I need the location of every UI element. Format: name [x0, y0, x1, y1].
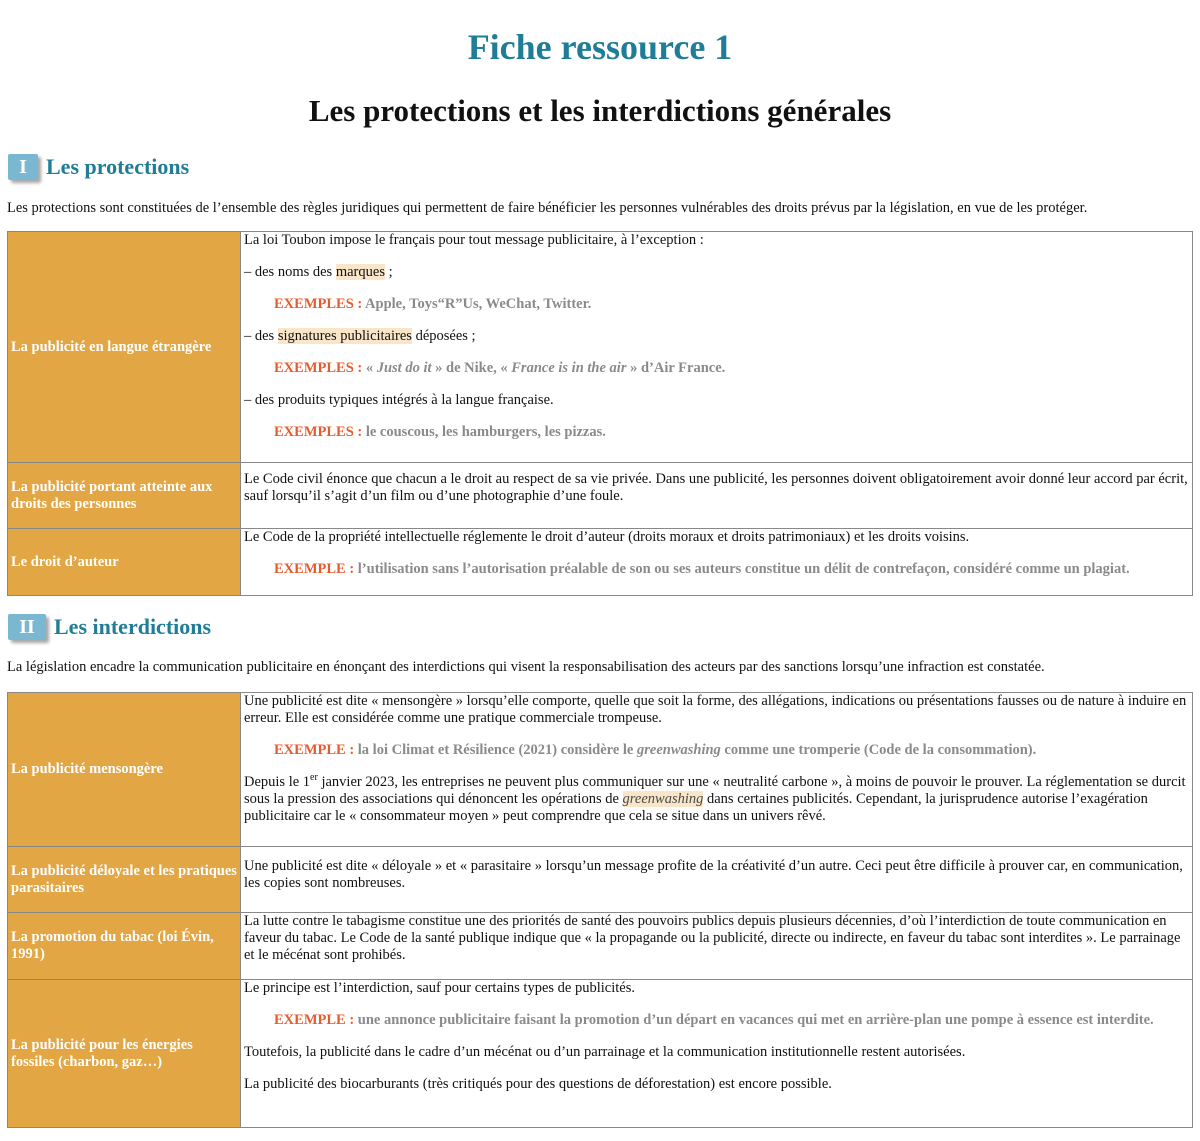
section-heading-interdictions [8, 614, 211, 640]
protections-table [7, 231, 1193, 596]
paragraph: Le principe est l’interdiction, sauf pour certains types de publicités. [244, 980, 635, 996]
paragraph: La publicité des biocarburants (très critiqués pour des questions de déforestation) est encore possible. [244, 1076, 832, 1092]
section-heading-protections [8, 154, 189, 180]
paragraph: Une publicité est dite « déloyale » et « parasitaire » lorsqu’un message profite de la créativité d’un autre. Ceci peut être difficile à prouver car, en communication, les copies sont nombreuses. [244, 858, 1183, 891]
page-subtitle: Les protections et les interdictions générales [308, 93, 892, 128]
section-intro: La législation encadre la communication publicitaire en énonçant des interdictions qui visent la responsabilisation des acteurs par des sanctions lorsqu’une infraction est constatée. [7, 659, 1045, 675]
table-row [8, 847, 1193, 913]
example-label: EXEMPLES : [274, 360, 366, 376]
example-label: EXEMPLES : [274, 296, 366, 312]
paragraph: Une publicité est dite « mensongère » lorsqu’elle comporte, quelle que soit la forme, des allégations, indications ou présentations fausses ou de nature à induire en erreur. Elle est considérée comme une pratique commerciale trompeuse. [244, 693, 1187, 726]
row-content [241, 913, 1193, 980]
row-content [241, 980, 1193, 1128]
paragraph: Depuis le 1er janvier 2023, les entreprises ne peuvent plus communiquer sur une « neutralité carbone », à moins de pouvoir le prouver. La réglementation se durcit sous la pression des associations qui dénoncent les opérations de greenwashing dans certaines publicités. Cependant, la jurisprudence autorise l’exagération publicitaire car le « consommateur moyen » peut comprendre que cela se situe dans un univers rêvé. [244, 772, 1186, 824]
row-label: La publicité déloyale et les pratiques parasitaires [8, 847, 241, 913]
bullet-item: – des produits typiques intégrés à la langue française. [244, 392, 554, 408]
section-intro: Les protections sont constituées de l’ensemble des règles juridiques qui permettent de faire bénéficier les personnes vulnérables des droits prévus par la législation, en vue de les protéger. [7, 200, 1088, 216]
row-label: La publicité pour les énergies fossiles (charbon, gaz…) [8, 980, 241, 1128]
table-row [8, 693, 1193, 847]
row-content [241, 693, 1193, 847]
example-line: EXEMPLES : « Just do it » de Nike, « France is in the air » d’Air France. [274, 360, 726, 376]
row-label: La publicité portant atteinte aux droits des personnes [8, 463, 241, 529]
row-label: La publicité mensongère [8, 693, 241, 847]
section-title: Les interdictions [54, 614, 212, 639]
page-title: Fiche ressource 1 [467, 27, 733, 67]
interdictions-table [7, 692, 1193, 1128]
example-line: EXEMPLE : une annonce publicitaire faisant la promotion d’un départ en vacances qui met en arrière-plan une pompe à essence est interdite. [274, 1012, 1154, 1028]
row-label: La publicité en langue étrangère [8, 232, 241, 463]
row-content [241, 847, 1193, 913]
paragraph: Le Code civil énonce que chacun a le droit au respect de sa vie privée. Dans une publicité, les personnes doivent obligatoirement avoir donné leur accord par écrit, sauf lorsqu’il s’agit d’un film ou d’une photographie d’une foule. [244, 471, 1188, 504]
table-row [8, 529, 1193, 596]
example-line: EXEMPLE : la loi Climat et Résilience (2021) considère le greenwashing comme une tromperie (Code de la consommation). [274, 742, 1037, 758]
table-row [8, 463, 1193, 529]
row-label: Le droit d’auteur [8, 529, 241, 596]
bullet-item: – des signatures publicitaires déposées ; [244, 328, 476, 344]
bullet-item: – des noms des marques ; [244, 264, 393, 280]
example-label: EXEMPLE : [274, 742, 358, 758]
row-content [241, 463, 1193, 529]
section-number-badge: I [8, 154, 38, 180]
paragraph: Toutefois, la publicité dans le cadre d’un mécénat ou d’un parrainage et la communication institutionnelle restent autorisées. [244, 1044, 966, 1060]
row-label: La promotion du tabac (loi Évin, 1991) [8, 913, 241, 980]
highlighted-term: marques [335, 264, 385, 280]
example-line: EXEMPLES : le couscous, les hamburgers, les pizzas. [274, 424, 606, 440]
paragraph: Le Code de la propriété intellectuelle réglemente le droit d’auteur (droits moraux et droits patrimoniaux) et les droits voisins. [244, 529, 970, 545]
section-number-badge: II [8, 614, 46, 640]
example-line: EXEMPLES : Apple, Toys“R”Us, WeChat, Twitter. [274, 296, 592, 312]
row-content [241, 529, 1193, 596]
paragraph: La loi Toubon impose le français pour tout message publicitaire, à l’exception : [244, 232, 704, 248]
example-label: EXEMPLE : [274, 561, 358, 577]
highlighted-term: signatures publicitaires [277, 328, 412, 344]
section-title: Les protections [46, 154, 190, 179]
example-line: EXEMPLE : l’utilisation sans l’autorisation préalable de son ou ses auteurs constitue un délit de contrefaçon, considéré comme un plagiat. [274, 561, 1130, 577]
table-row [8, 913, 1193, 980]
row-content [241, 232, 1193, 463]
table-row [8, 980, 1193, 1128]
example-label: EXEMPLE : [274, 1012, 358, 1028]
example-label: EXEMPLES : [274, 424, 366, 440]
table-row [8, 232, 1193, 463]
paragraph: La lutte contre le tabagisme constitue une des priorités de santé des pouvoirs publics depuis plusieurs décennies, d’où l’interdiction de toute communication en faveur du tabac. Le Code de la santé publique indique que « la propagande ou la publicité, directe ou indirecte, en faveur du tabac sont interdites ». Le parrainage et le mécénat sont prohibés. [244, 913, 1181, 963]
highlighted-term: greenwashing [622, 791, 704, 807]
